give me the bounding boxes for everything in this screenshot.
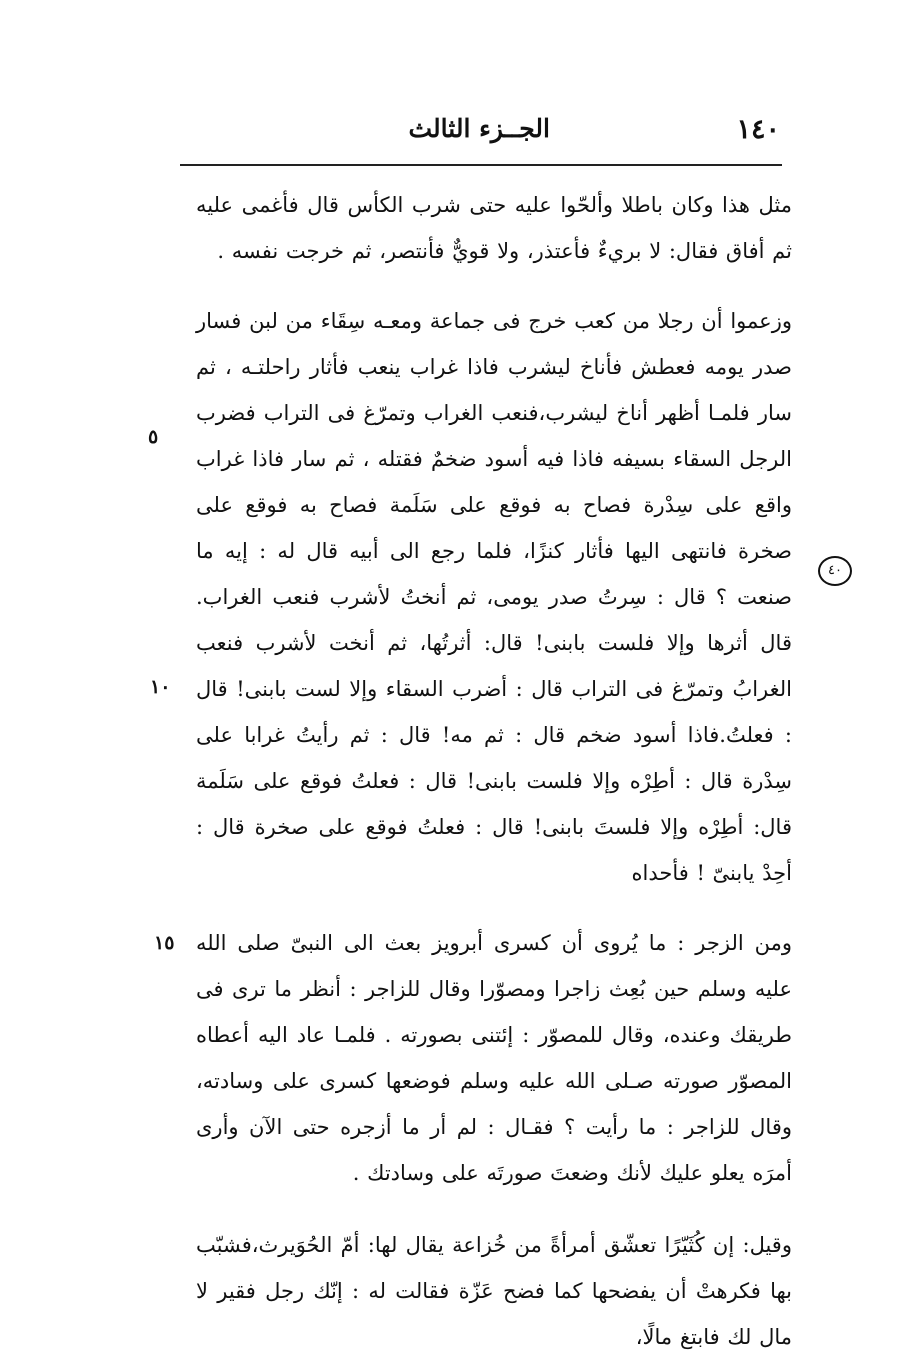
header-rule [180,164,782,166]
margin-line-number-10: ١٠ [150,676,171,698]
page-number: ١٤٠ [736,114,780,145]
running-title: الجــزء الثالث [408,114,550,143]
page-header [180,112,780,152]
page-body [196,182,792,1360]
margin-line-number-5: ٥ [148,426,159,448]
margin-line-number-15: ١٥ [154,932,175,954]
paragraph-2: وزعموا أن رجلا من كعب خرج فى جماعة ومعـه سِقَاء من لبن فسار صدر يومه فعطش فأناخ ليشرب فاذا غراب ينعب فأثار راحلتـه ، ثم سار فلمـا أظهر أناخ ليشرب،فنعب الغراب وتمرّغ فى التراب فضرب الرجل السقاء بسيفه فاذا فيه أسود ضخمٌ فقتله ، ثم سار فاذا غراب واقع على سِدْرة فصاح به فوقع على سَلَمة فصاح به فوقع على صخرة فانتهى اليها فأثار كنزًا، فلما رجع الى أبيه قال له : إيه ما صنعت ؟ قال : سِرتُ صدر يومى، ثم أنختُ لأشرب فنعب الغراب. قال أثرها وإلا فلست بابنى! قال: أثرتُها، ثم أنخت لأشرب فنعب الغرابُ وتمرّغ فى التراب قال : أضرب السقاء وإلا لست بابنى! قال : فعلتُ.فاذا أسود ضخم قال : ثم مه! قال : ثم رأيتُ غرابا على سِدْرة قال : أطِرْه وإلا فلست بابنى! قال : فعلتُ فوقع على سَلَمة قال: أطِرْه وإلا فلستَ بابنى! قال : فعلتُ فوقع على صخرة قال : أحِدْ يابنىّ ! فأحداه [196,309,792,885]
paragraph-4: وقيل: إن كُثَيّرًا تعشّق أمرأةً من خُزاعة يقال لها: أمّ الحُوَيرث،فشبّب بها فكرهتْ أن يفضحها كما فضح عَزّة فقالت له : إنّك رجل فقير لا مال لك فابتغ مالًا، [196,1233,792,1349]
margin-original-page-mark: ٤٠ [818,556,852,586]
paragraph-1: مثل هذا وكان باطلا وألحّوا عليه حتى شرب الكأس قال فأغمى عليه ثم أفاق فقال: لا بريءٌ فأعتذر، ولا قويٌّ فأنتصر، ثم خرجت نفسه . [196,193,792,263]
paragraph-3: ومن الزجر : ما يُروى أن كسرى أبرويز بعث الى النبىّ صلى الله عليه وسلم حين بُعِث زاجرا ومصوّرا وقال للزاجر : أنظر ما ترى فى طريقك وعنده، وقال للمصوّر : إئتنى بصورته . فلمـا عاد اليه أعطاه المصوّر صورته صـلى الله عليه وسلم فوضعها كسرى على وسادته، وقال للزاجر : ما رأيت ؟ فقـال : لم أر ما أزجره حتى الآن وأرى أمرَه يعلو عليك لأنك وضعتَ صورتَه على وسادتك . [196,931,792,1185]
